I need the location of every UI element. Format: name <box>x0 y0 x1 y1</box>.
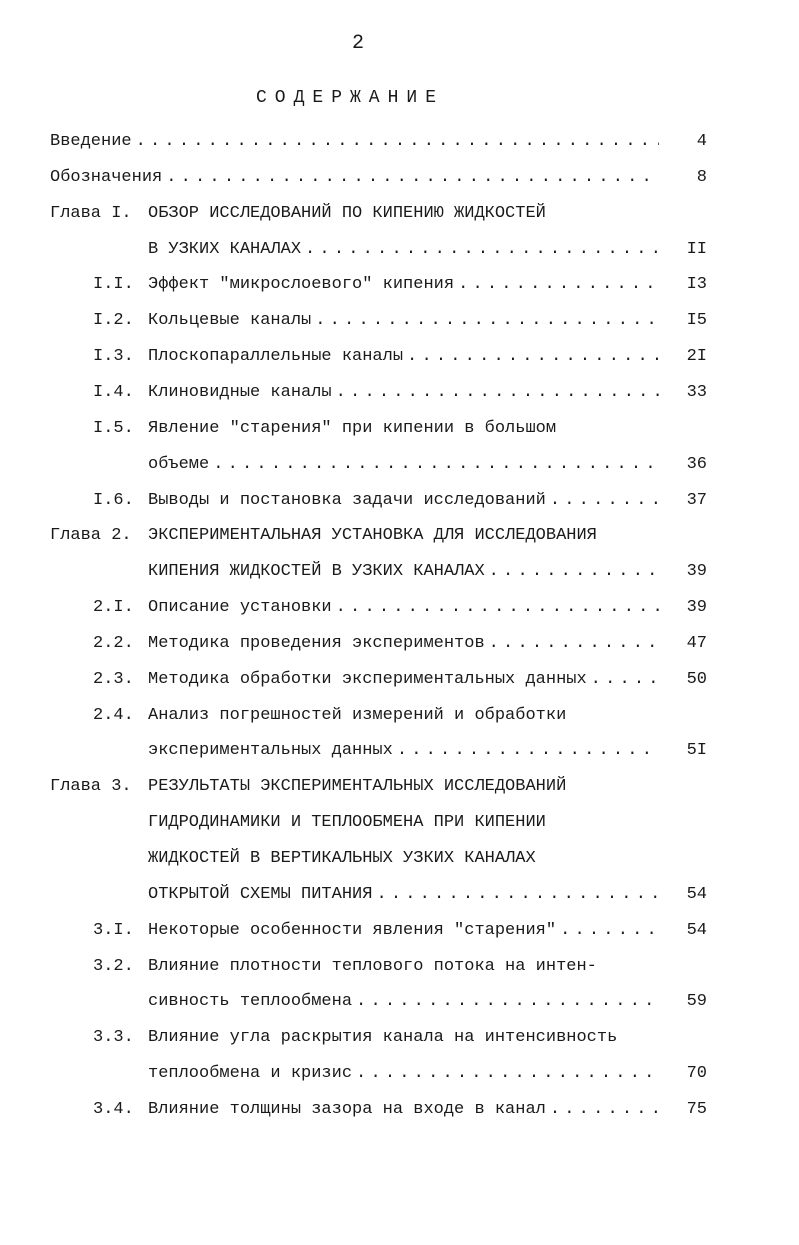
toc-page-number: 50 <box>686 669 707 689</box>
toc-entry-number: 2.3. <box>93 669 134 689</box>
toc-entry-title: Кольцевые каналы <box>148 311 312 331</box>
toc-entry-title: ЭКСПЕРИМЕНТАЛЬНАЯ УСТАНОВКА ДЛЯ ИССЛЕДОВАНИЯ <box>148 526 597 546</box>
dot-leader <box>591 670 659 689</box>
toc-entry-line <box>148 921 707 945</box>
toc-page-number: 59 <box>686 992 707 1012</box>
toc-entry-number: I.3. <box>93 347 134 367</box>
toc-entry-line <box>148 240 707 264</box>
dot-leader <box>305 240 659 259</box>
toc-entry-line <box>50 168 707 192</box>
dot-leader <box>356 1064 659 1083</box>
toc-entry-title: ЖИДКОСТЕЙ В ВЕРТИКАЛЬНЫХ УЗКИХ КАНАЛАХ <box>148 849 536 868</box>
toc-entry-title: Методика проведения экспериментов <box>148 633 485 653</box>
dot-leader <box>336 598 659 617</box>
toc-entry-line <box>148 383 707 407</box>
toc-entry-title: теплообмена и кризис <box>148 1064 353 1084</box>
toc-entry-number: I.I. <box>93 275 134 295</box>
toc-page-number: 39 <box>686 598 707 618</box>
toc-entry-title: Методика обработки экспериментальных данных <box>148 669 587 689</box>
page-number: 2 <box>352 32 365 55</box>
toc-entry-title: Введение <box>50 132 132 151</box>
toc-entry-line <box>148 311 707 335</box>
toc-entry-number: 3.3. <box>93 1028 134 1048</box>
toc-page-number: II <box>686 239 707 259</box>
toc-page-number: 4 <box>696 132 707 151</box>
toc-entry-number: Глава I. <box>50 203 132 223</box>
toc-entry-number: I.5. <box>93 418 134 438</box>
toc-page-number: 47 <box>686 633 707 653</box>
toc-page-number: 37 <box>686 490 707 510</box>
toc-entry-title: Эффект "микрослоевого" кипения <box>148 275 455 295</box>
toc-entry-title: Влияние угла раскрытия канала на интенсивность <box>148 1028 618 1048</box>
toc-entry-line <box>148 992 707 1016</box>
dot-leader <box>407 347 659 366</box>
toc-entry-number: 3.4. <box>93 1099 134 1119</box>
toc-entry-title: ОБЗОР ИССЛЕДОВАНИЙ ПО КИПЕНИЮ ЖИДКОСТЕЙ <box>148 203 546 223</box>
toc-entry-number: 2.I. <box>93 598 134 618</box>
toc-entry-number: Глава 3. <box>50 777 132 797</box>
toc-entry-title: КИПЕНИЯ ЖИДКОСТЕЙ В УЗКИХ КАНАЛАХ <box>148 562 485 582</box>
toc-entry-title: Некоторые особенности явления "старения" <box>148 920 557 940</box>
toc-entry-line <box>148 885 707 909</box>
toc-page-number: 36 <box>686 454 707 474</box>
toc-entry-number: 3.2. <box>93 956 134 976</box>
toc-entry-title: ГИДРОДИНАМИКИ И ТЕПЛООБМЕНА ПРИ КИПЕНИИ <box>148 813 546 833</box>
toc-entry-number: I.2. <box>93 311 134 331</box>
toc-entry-title: РЕЗУЛЬТАТЫ ЭКСПЕРИМЕНТАЛЬНЫХ ИССЛЕДОВАНИЙ <box>148 777 567 797</box>
toc-entry-number: Глава 2. <box>50 526 132 546</box>
dot-leader <box>136 132 659 151</box>
toc-entry-line <box>148 491 707 515</box>
toc-entry-title: Анализ погрешностей измерений и обработки <box>148 705 567 725</box>
toc-page-number: 75 <box>686 1099 707 1119</box>
page-title: СОДЕРЖАНИЕ <box>255 88 445 108</box>
toc-entry-title: Клиновидные каналы <box>148 382 332 402</box>
toc-entry-title: Выводы и постановка задачи исследований <box>148 490 546 510</box>
toc-entry-line <box>148 813 707 837</box>
toc-page-number: I5 <box>686 311 707 331</box>
toc-page-number: 5I <box>686 741 707 761</box>
dot-leader <box>376 885 659 904</box>
dot-leader <box>489 634 659 653</box>
dot-leader <box>356 992 659 1011</box>
toc-entry-title: В УЗКИХ КАНАЛАХ <box>148 239 302 259</box>
toc-entry-title: сивность теплообмена <box>148 992 353 1012</box>
toc-entry-number: 3.I. <box>93 920 134 940</box>
dot-leader <box>550 491 659 510</box>
toc-entry-line <box>148 204 707 228</box>
toc-entry-line <box>148 741 707 765</box>
toc-entry-title: Описание установки <box>148 598 332 618</box>
toc-entry-line <box>148 1028 707 1052</box>
toc-page-number: 8 <box>696 167 707 187</box>
toc-page-number: 39 <box>686 562 707 582</box>
toc-entry-line <box>50 132 707 156</box>
toc-entry-title: Влияние плотности теплового потока на интен- <box>148 956 597 976</box>
toc-entry-line <box>148 419 707 443</box>
toc-page-number: 54 <box>686 920 707 940</box>
dot-leader <box>458 275 659 294</box>
toc-entry-number: 2.4. <box>93 705 134 725</box>
dot-leader <box>315 311 659 330</box>
toc-entry-number: I.6. <box>93 490 134 510</box>
toc-page-number: I3 <box>686 275 707 295</box>
toc-page-number: 70 <box>686 1064 707 1084</box>
toc-entry-line <box>148 598 707 622</box>
toc-entry-line <box>148 455 707 479</box>
toc-page-number: 54 <box>686 884 707 904</box>
toc-entry-line <box>148 1064 707 1088</box>
dot-leader <box>397 741 659 760</box>
toc-entry-title: ОТКРЫТОЙ СХЕМЫ ПИТАНИЯ <box>148 884 373 904</box>
toc-entry-title: Влияние толщины зазора на входе в канал <box>148 1099 546 1119</box>
dot-leader <box>550 1100 659 1119</box>
dot-leader <box>166 168 659 187</box>
toc-entry-number: I.4. <box>93 382 134 402</box>
toc-entry-line <box>148 670 707 694</box>
toc-entry-number: 2.2. <box>93 633 134 653</box>
toc-entry-line <box>148 526 707 550</box>
toc-entry-line <box>148 849 707 873</box>
dot-leader <box>560 921 659 940</box>
dot-leader <box>489 562 659 581</box>
toc-page-number: 2I <box>686 347 707 367</box>
toc-entry-title: Плоскопараллельные каналы <box>148 347 404 367</box>
dot-leader <box>336 383 659 402</box>
toc-entry-title: объеме <box>148 454 210 474</box>
toc-entry-line <box>148 706 707 730</box>
toc-entry-line <box>148 777 707 801</box>
toc-entry-title: экспериментальных данных <box>148 741 393 761</box>
toc-entry-title: Явление "старения" при кипении в большом <box>148 418 557 438</box>
toc-entry-line <box>148 957 707 981</box>
toc-entry-line <box>148 275 707 299</box>
toc-entry-line <box>148 1100 707 1124</box>
toc-page-number: 33 <box>686 382 707 402</box>
toc-entry-line <box>148 562 707 586</box>
dot-leader <box>213 455 659 474</box>
toc-entry-title: Обозначения <box>50 167 163 187</box>
toc-entry-line <box>148 347 707 371</box>
toc-entry-line <box>148 634 707 658</box>
